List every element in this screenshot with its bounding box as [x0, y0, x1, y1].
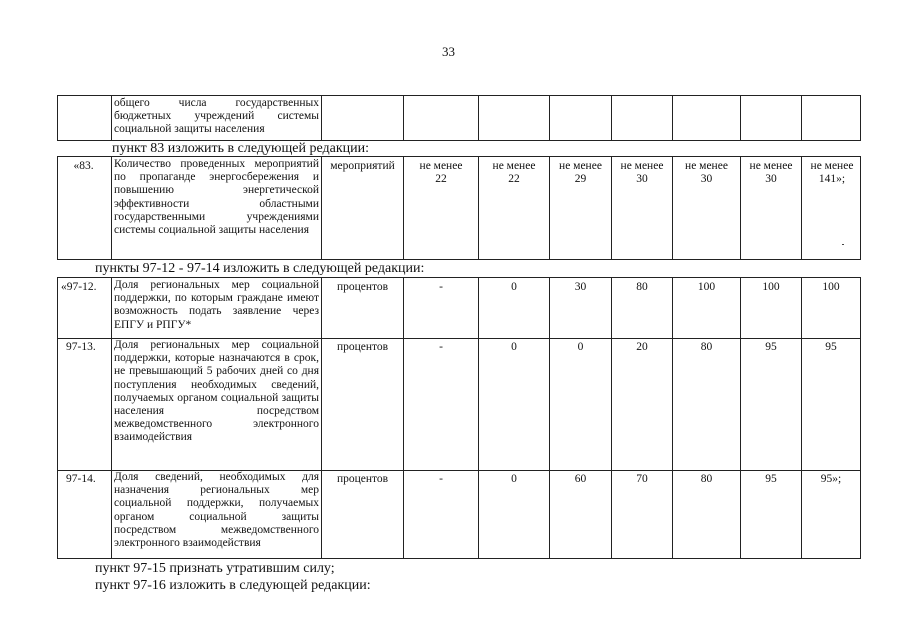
- cell-value: 30: [550, 278, 612, 338]
- cell-unit: процентов: [322, 470, 404, 558]
- page-number: 33: [442, 44, 455, 59]
- cell-value: -: [404, 470, 479, 558]
- cell-value: не менее 29: [550, 157, 612, 259]
- cell-value: [612, 96, 673, 140]
- cell-value: [550, 96, 612, 140]
- cell-unit: процентов: [322, 338, 404, 470]
- cell-value: 60: [550, 470, 612, 558]
- note-item-83: пункт 83 изложить в следующей редакции:: [112, 141, 369, 156]
- cell-value: не менее 30: [612, 157, 673, 259]
- cell-value: 80: [612, 278, 673, 338]
- cell-value: 20: [612, 338, 673, 470]
- cell-value: 95»;: [820, 473, 842, 485]
- cell-description: общего числа государственных бюджетных учреждений системы социальной защиты населения: [112, 96, 322, 140]
- cell-value: 0: [479, 278, 550, 338]
- cell-value: 0: [550, 338, 612, 470]
- table-row-97-14: [58, 470, 860, 558]
- cell-value: -: [404, 338, 479, 470]
- cell-num: «83.: [58, 157, 112, 259]
- cell-value: не менее 30: [673, 157, 741, 259]
- cell-num: «97-12.: [58, 278, 112, 338]
- cell-value: 100: [822, 281, 840, 293]
- cell-description: Количество проведенных мероприятий по пропаганде энергосбережения и повышению энергетической эффективности областными государственными учреждениями системы социальной защиты населения: [112, 157, 322, 259]
- table-prev-row: [57, 95, 861, 141]
- cell-value: 70: [612, 470, 673, 558]
- cell-value: [741, 96, 802, 140]
- cell-description: Доля региональных мер социальной поддержки, которые назначаются в срок, не превышающий 5 рабочих дней со дня поступления необходимых сведений, получаемых органом социальной защиты населения посредством межведомственного электронного взаимодействия: [112, 338, 322, 470]
- note-item-97-15: пункт 97-15 признать утратившим силу;: [95, 561, 335, 576]
- cell-value: 80: [673, 338, 741, 470]
- cell-value: 95: [741, 338, 802, 470]
- table-rows-97: [57, 277, 861, 559]
- cell-value: 0: [479, 470, 550, 558]
- cell-value: 100: [673, 278, 741, 338]
- cell-description: Доля сведений, необходимых для назначения региональных мер социальной поддержки, получаемых органом социальной защиты посредством межведомственного электронного взаимодействия: [112, 470, 322, 558]
- cell-value: 95: [825, 341, 837, 353]
- cell-value: 95: [741, 470, 802, 558]
- cell-unit: [322, 96, 404, 140]
- cell-description: Доля региональных мер социальной поддержки, по которым граждане имеют возможность подать заявление через ЕПГУ и РПГУ*: [112, 278, 322, 338]
- table-row-97-12: [58, 278, 860, 339]
- cell-value: не менее 22: [404, 157, 479, 259]
- table-row-97-13: [58, 338, 860, 471]
- cell-value: [479, 96, 550, 140]
- cell-value: не менее 30: [741, 157, 802, 259]
- cell-value: [673, 96, 741, 140]
- cell-value: не менее 22: [479, 157, 550, 259]
- note-item-97-16: пункт 97-16 изложить в следующей редакции:: [95, 578, 371, 593]
- cell-unit: мероприятий: [322, 157, 404, 259]
- cell-unit: процентов: [322, 278, 404, 338]
- note-items-97-12-14: пункты 97-12 - 97-14 изложить в следующей редакции:: [95, 261, 425, 276]
- cell-value: -: [404, 278, 479, 338]
- cell-value: 100: [741, 278, 802, 338]
- cell-num: [58, 96, 112, 140]
- scan-speck: [842, 244, 844, 245]
- cell-num: 97-14.: [58, 470, 112, 558]
- cell-num: 97-13.: [58, 338, 112, 470]
- cell-value: не менее 141»;: [810, 160, 854, 186]
- cell-value: [802, 96, 862, 140]
- cell-value: [404, 96, 479, 140]
- table-row-83: [57, 156, 861, 260]
- cell-value: 0: [479, 338, 550, 470]
- cell-value: 80: [673, 470, 741, 558]
